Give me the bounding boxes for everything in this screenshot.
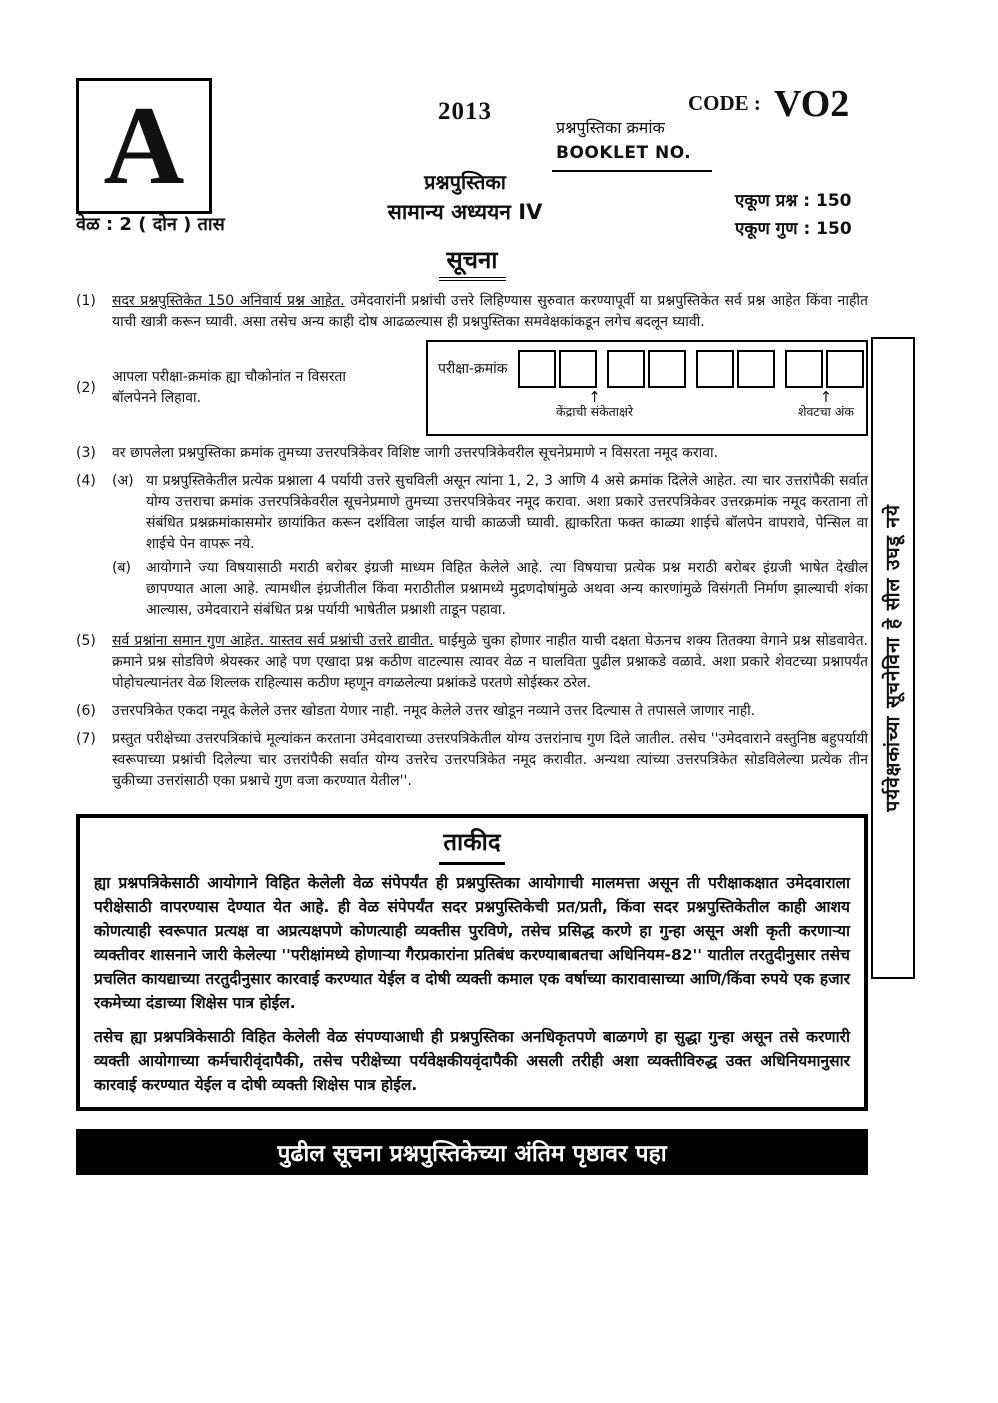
warning-paragraph-2: तसेच ह्या प्रश्नपत्रिकेसाठी विहित केलेली वेळ संपण्याआधी ही प्रश्नपुस्तिका अनधिकृतपणे बाळगणे हा सुद्धा गुन्हा असून तसे करणारी व्यक्ती आयोगाच्या कर्मचारीवृंदापैकी, तसेच परीक्षेच्या पर्यवेक्षकीयवृंदापैकी असली तरीही अशा व्यक्तीविरुद्ध उक्त अधिनियमानुसार कारवाई करण्यात येईल व दोषी व्यक्ती शिक्षेस पात्र होईल. <box>94 1028 850 1095</box>
up-arrow-icon: ↑ <box>819 388 833 406</box>
exam-number-label: परीक्षा-क्रमांक <box>438 360 508 377</box>
last-digit-note <box>798 390 854 419</box>
warning-heading-wrap <box>94 824 850 865</box>
subject-title: सामान्य अध्ययन IV <box>387 200 543 224</box>
instruction-item-2 <box>76 340 868 436</box>
instruction-item-4 <box>76 471 868 624</box>
main-column <box>76 243 868 1175</box>
instruction-number: (3) <box>76 445 96 461</box>
instructions-heading: सूचना <box>439 243 506 281</box>
exam-number-cell <box>648 350 686 388</box>
seal-instruction-strip <box>871 337 915 979</box>
booklet-series-letter: A <box>103 84 185 208</box>
exam-number-cells <box>518 350 864 388</box>
exam-number-cell <box>518 350 556 388</box>
instruction-lead-underlined: सर्व प्रश्नांना समान गुण आहेत. यास्तव सर्व प्रश्नांची उत्तरे द्यावीत. <box>112 633 434 649</box>
instruction-number: (5) <box>76 633 96 649</box>
instruction-number: (2) <box>76 379 96 396</box>
exam-number-cell <box>696 350 734 388</box>
booklet-no-label-marathi: प्रश्नपुस्तिका क्रमांक <box>556 118 665 137</box>
instructions-list <box>76 291 868 792</box>
instruction-item-1 <box>76 291 868 333</box>
instruction-text: आपला परीक्षा-क्रमांक ह्या चौकोनांत न विसरता बॉलपेनने लिहावा. <box>112 369 347 406</box>
booklet-no-label-english: BOOKLET NO. <box>556 143 692 163</box>
exam-number-box <box>426 340 868 436</box>
last-digit-label: शेवटचा अंक <box>797 404 854 419</box>
instruction-item-5 <box>76 631 868 694</box>
subitem-label: (अ) <box>112 473 134 489</box>
exam-number-cell <box>737 350 775 388</box>
up-arrow-icon: ↑ <box>588 388 601 406</box>
instruction-number: (7) <box>76 731 96 747</box>
subitem-text: या प्रश्नपुस्तिकेतील प्रत्येक प्रश्नाला 4 पर्यायी उत्तरे सुचविली असून त्यांना 1, 2, 3 आणि 4 असे क्रमांक दिलेले आहेत. त्या चार उत्तरांपैकी सर्वात योग्य उत्तराचा क्रमांक उत्तरपत्रिकेवरील सूचनेप्रमाणे तुमच्या उत्तरपत्रिकेवर नमूद करावा. अशा प्रकारे उत्तरपत्रिकेवर उत्तरक्रमांक नमूद करताना तो संबंधित प्रश्नक्रमांकासमोर छायांकित करून दर्शविला जाईल याची काळजी घ्यावी. ह्याकरिता फक्त काळ्या शाईचे बॉलपेन वापरावे, पेन्सिल वा शाईचे पेन वापरू नये. <box>146 473 868 552</box>
code-label: CODE : <box>688 91 761 115</box>
instruction-lead-underlined: सदर प्रश्नपुस्तिकेत 150 अनिवार्य प्रश्न आहेत. <box>112 293 345 309</box>
instruction-number: (4) <box>76 473 96 489</box>
exam-number-cell <box>559 350 597 388</box>
subitem-label: (ब) <box>112 560 131 576</box>
instruction-text: वर छापलेला प्रश्नपुस्तिका क्रमांक तुमच्या उत्तरपत्रिकेवर विशिष्ट जागी उत्तरपत्रिकेवरील सूचनेप्रमाणे न विसरता नमूद करावा. <box>112 445 719 461</box>
instruction-text <box>112 291 868 333</box>
code-value: VO2 <box>774 83 850 125</box>
instruction-item-3 <box>76 443 868 464</box>
time-allowed: वेळ : 2 ( दोन ) तास <box>76 214 225 235</box>
instruction-item-6 <box>76 701 868 722</box>
warning-heading: ताकीद <box>439 824 504 865</box>
instruction-rest: घाईमुळे चुका होणार नाहीत याची दक्षता घेऊनच शक्य तितक्या वेगाने प्रश्न सोडवावेत. क्रमाने प्रश्न सोडविणे श्रेयस्कर आहे पण एखादा प्रश्न कठीण वाटल्यास त्यावर वेळ न घालविता पुढील प्रश्नाकडे वळावे. अशा प्रकारे शेवटच्या प्रश्नापर्यंत पोहोचल्यानंतर वेळ शिल्लक राहिल्यास कठीण म्हणून वगळलेल्या प्रश्नांकडे परतणे सोईस्कर ठरेल. <box>112 633 868 691</box>
total-marks: एकूण गुण : 150 <box>735 219 852 239</box>
booklet-title: प्रश्नपुस्तिका <box>424 170 506 194</box>
footer-note-text: पुढील सूचना प्रश्नपुस्तिकेच्या अंतिम पृष्ठावर पहा <box>277 1141 667 1168</box>
exam-number-box-top <box>438 350 856 388</box>
exam-number-cell <box>826 350 864 388</box>
instruction-number: (1) <box>76 293 96 309</box>
booklet-series-box <box>76 78 212 214</box>
instruction-subitem-a <box>112 471 868 555</box>
instruction-text: उत्तरपत्रिकेत एकदा नमूद केलेले उत्तर खोडता येणार नाही. नमूद केलेले उत्तर खोडून नव्याने उत्तर दिल्यास ते तपासले जाणार नाही. <box>112 703 756 719</box>
exam-number-cell <box>607 350 645 388</box>
warning-box <box>76 814 868 1111</box>
instruction-text: प्रस्तुत परीक्षेच्या उत्तरपत्रिकांचे मूल्यांकन करताना उमेदवाराच्या उत्तरपत्रिकेतील योग्य उत्तरांनाच गुण दिले जातील. तसेच ''उमेदवाराने वस्तुनिष्ठ बहुपर्यायी स्वरूपाच्या प्रश्नांची दिलेल्या चार उत्तरांपैकी सर्वात योग्य उत्तरेच उत्तरपत्रिकेत नमूद करावीत. अन्यथा त्यांच्या उत्तरपत्रिकेत सोडविलेल्या प्रत्येक तीन चुकीच्या उत्तरांसाठी एका प्रश्नाचे गुण वजा करण्यात येतील''. <box>112 731 868 789</box>
subitem-text: आयोगाने ज्या विषयासाठी मराठी बरोबर इंग्रजी माध्यम विहित केलेले आहे. त्या विषयाचा प्रत्येक प्रश्न मराठी बरोबर इंग्रजी भाषेत देखील छापण्यात आला आहे. त्यामधील इंग्रजीतील किंवा मराठीतील प्रश्नामध्ये मुद्रणदोषांमुळे अथवा अन्य कारणांमुळे विसंगती निर्माण झाल्याची शंका आल्यास, उमेदवाराने संबंधित प्रश्न पर्यायी भाषेतील प्रश्नाशी ताडून पहावा. <box>146 560 868 618</box>
code-line <box>688 82 849 126</box>
warning-paragraph-1: ह्या प्रश्नपत्रिकेसाठी आयोगाने विहित केलेली वेळ संपेपर्यंत ही प्रश्नपुस्तिका आयोगाची मालमत्ता असून ती परीक्षाकक्षात उमेदवाराला परीक्षेसाठी वापरण्यास देण्यात येत आहे. ही वेळ संपेपर्यंत सदर प्रश्नपुस्तिकेची प्रत/प्रती, किंवा सदर प्रश्नपुस्तिकेतील काही आशय कोणत्याही स्वरूपात प्रत्यक्ष वा अप्रत्यक्षपणे कोणत्याही व्यक्तीस पुरविणे, तसेच प्रसिद्ध करणे हा गुन्हा असून अशी कृती करणाऱ्या व्यक्तीवर शासनाने जारी केलेल्या ''परीक्षांमध्ये होणाऱ्या गैरप्रकारांना प्रतिबंध करण्याबाबतचा अधिनियम-82'' यातील तरतुदीनुसार तसेच प्रचलित कायद्याच्या तरतुदीनुसार कारवाई करण्यात येईल व दोषी व्यक्ती कमाल एक वर्षाच्या कारावासाच्या आणि/किंवा रुपये एक हजार रकमेच्या दंडाच्या शिक्षेस पात्र होईल. <box>94 874 850 1013</box>
instruction-text <box>112 631 868 694</box>
center-code-note <box>556 390 633 419</box>
instruction-text <box>112 471 868 624</box>
exam-number-cell <box>785 350 823 388</box>
instruction-number: (6) <box>76 703 96 719</box>
footer-note-bar <box>76 1129 868 1175</box>
instruction-rest: उमेदवारांनी प्रश्नांची उत्तरे लिहिण्यास सुरुवात करण्यापूर्वी या प्रश्नपुस्तिकेत सर्व प्रश्न आहेत किंवा नाहीत याची खात्री करून घ्यावी. असा तसेच अन्य काही दोष आढळल्यास ही प्रश्नपुस्तिका समवेक्षकांकडून लगेच बदलून घ्यावी. <box>112 293 868 330</box>
total-questions: एकूण प्रश्न : 150 <box>735 191 852 211</box>
seal-instruction-text: पर्यवेक्षकांच्या सूचनेविना हे सील उघडू नये <box>882 504 904 812</box>
exam-year: 2013 <box>438 98 492 125</box>
instruction-subitem-b <box>112 558 868 621</box>
center-code-label: केंद्राची संकेताक्षरे <box>556 404 634 419</box>
instruction-item-7 <box>76 729 868 792</box>
exam-number-box-notes <box>438 390 856 430</box>
